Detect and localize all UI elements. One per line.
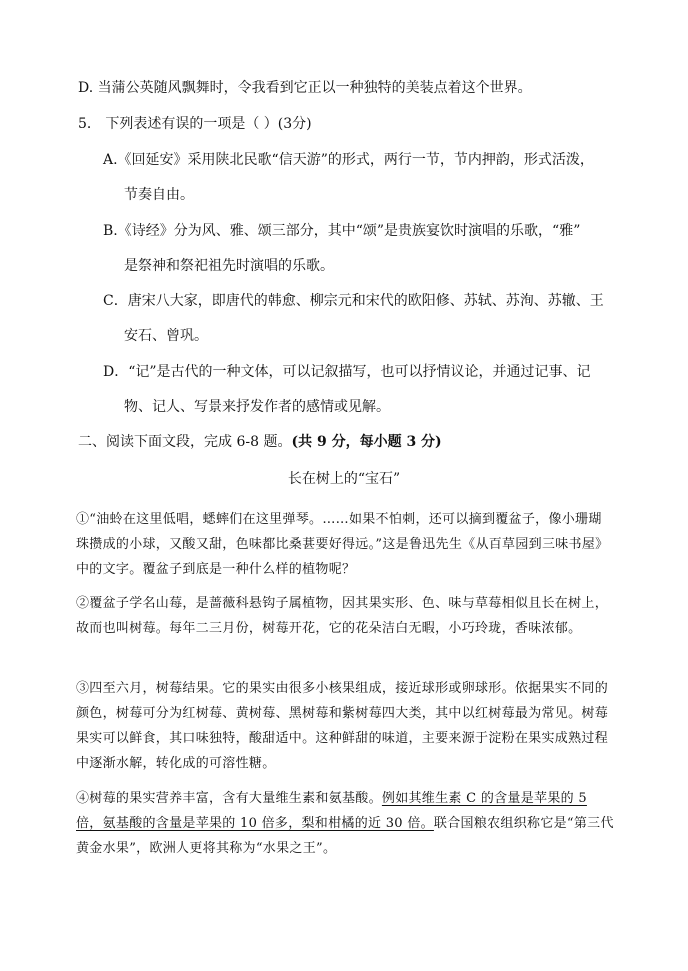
paragraph-4-underlined-sentence: 例如其维生素 C 的含量是苹果的 5 倍，氨基酸的含量是苹果的 10 倍多，梨和柑橘的近 30 倍。 [76,791,587,831]
question-5-option-a-line1: A.《回延安》采用陕北民歌“信天游”的形式，两行一节，节内押韵，形式活泼， [103,152,594,168]
paragraph-4-conclusion: 联合国粮农组织称它是“第三代黄金水果”，欧洲人更将其称为“水果之王”。 [76,816,614,856]
section-2-heading [78,433,442,451]
question-5-stem: 5． 下列表述有误的一项是（ ）(3分) [78,116,312,132]
question-5-option-a-line2: 节奏自由。 [124,187,194,203]
question-5-option-c-line2: 安石、曾巩。 [124,328,208,344]
section-2-heading-score: (共 9 分，每小题 3 分) [291,434,442,450]
passage-paragraph-2: ②覆盆子学名山莓，是蔷薇科悬钩子属植物，因其果实形、色、味与草莓相似且长在树上，故而也叫树莓。每年二三月份，树莓开花，它的花朵洁白无暇，小巧玲珑，香味浓郁。 [76,596,609,636]
question-5-option-c-line1: C．唐宋八大家，即唐代的韩愈、柳宗元和宋代的欧阳修、苏轼、苏洵、苏辙、王 [103,293,604,309]
question-5-option-d-line1: D．“记”是古代的一种文体，可以记叙描写，也可以抒情议论，并通过记事、记 [103,364,591,380]
question-5-option-d-line2: 物、记人、写景来抒发作者的感情或见解。 [124,399,390,415]
paragraph-4-intro: ④树莓的果实营养丰富，含有大量维生素和氨基酸。 [76,791,382,806]
passage-title: 长在树上的“宝石” [287,471,401,487]
section-2-heading-text: 二、阅读下面文段，完成 6-8 题。 [78,434,292,450]
question-5-option-b-line2: 是祭神和祭祀祖先时演唱的乐歌。 [124,258,334,274]
passage-paragraph-1: ①“油蛉在这里低唱，蟋蟀们在这里弹琴。……如果不怕刺，还可以摘到覆盆子，像小珊瑚珠攒成的小球，又酸又甜，色味都比桑葚要好得远。”这是鲁迅先生《从百草园到三味书屋》中的文字。覆盆子到底是一种什么样的植物呢？ [76,512,609,577]
passage-paragraph-4 [76,786,614,861]
question-5-option-b-line1: B.《诗经》分为风、雅、颂三部分，其中“颂”是贵族宴饮时演唱的乐歌，“雅” [103,223,581,239]
question-4-option-d: D. 当蒲公英随风飘舞时，令我看到它正以一种独特的美装点着这个世界。 [78,80,532,96]
passage-paragraph-3: ③四至六月，树莓结果。它的果实由很多小核果组成，接近球形或卵球形。依据果实不同的颜色，树莓可分为红树莓、黄树莓、黑树莓和紫树莓四大类，其中以红树莓最为常见。树莓果实可以鲜食，其口味独特，酸甜适中。这种鲜甜的味道，主要来源于淀粉在果实成熟过程中逐渐水解，转化成的可溶性糖。 [76,681,609,771]
